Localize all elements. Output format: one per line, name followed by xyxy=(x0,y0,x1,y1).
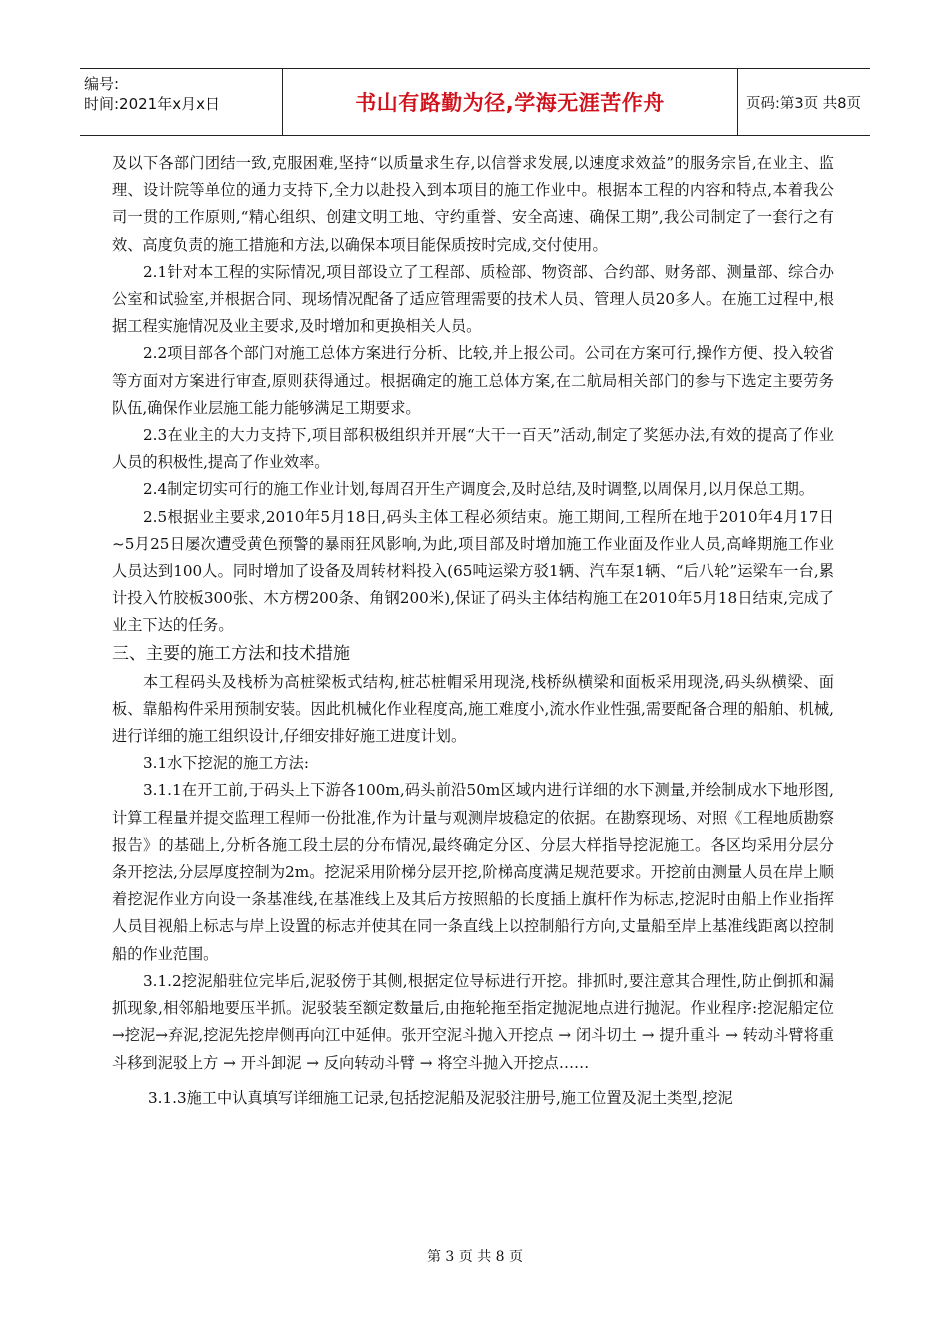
paragraph: 及以下各部门团结一致,克服困难,坚持“以质量求生存,以信誉求发展,以速度求效益”的服务宗旨,在业主、监理、设计院等单位的通力支持下,全力以赴投入到本项目的施工作业中。根据本工程的内容和特点,本着我公司一贯的工作原则,“精心组织、创建文明工地、守约重誉、安全高速、确保工期”,我公司制定了一套行之有效、高度负责的施工措施和方法,以确保本项目能保质按时完成,交付使用。 xyxy=(112,154,834,254)
header-motto: 书山有路勤为径,学海无涯苦作舟 xyxy=(283,69,738,135)
paragraph: 本工程码头及栈桥为高桩梁板式结构,桩芯桩帽采用现浇,栈桥纵横梁和面板采用现浇,码头纵横梁、面板、靠船构件采用预制安装。因此机械化作业程度高,施工难度小,流水作业性强,需要配备合理的船舶、机械,进行详细的施工组织设计,仔细安排好施工进度计划。 xyxy=(112,672,834,746)
paragraph: 3.1.3施工中认真填写详细施工记录,包括挖泥船及泥驳注册号,施工位置及泥土类型,挖泥 xyxy=(148,1088,733,1107)
document-body xyxy=(112,150,834,1112)
paragraph: 2.3在业主的大力支持下,项目部积极组织并开展“大干一百天”活动,制定了奖惩办法,有效的提高了作业人员的积极性,提高了作业效率。 xyxy=(112,426,834,472)
page-header xyxy=(80,68,870,136)
paragraph: 2.5根据业主要求,2010年5月18日,码头主体工程必须结束。施工期间,工程所在地于2010年4月17日~5月25日屡次遭受黄色预警的暴雨狂风影响,为此,项目部及时增加施工作业面及作业人员,高峰期施工作业人员达到100人。同时增加了设备及周转材料投入(65吨运梁方驳1辆、汽车泵1辆、“后八轮”运梁车一台,累计投入竹胶板300张、木方楞200条、角钢200米),保证了码头主体结构施工在2010年5月18日结束,完成了业主下达的任务。 xyxy=(112,507,834,635)
paragraph: 2.1针对本工程的实际情况,项目部设立了工程部、质检部、物资部、合约部、财务部、测量部、综合办公室和试验室,并根据合同、现场情况配备了适应管理需要的技术人员、管理人员20多人。在施工过程中,根据工程实施情况及业主要求,及时增加和更换相关人员。 xyxy=(112,262,834,336)
paragraph: 3.1.1在开工前,于码头上下游各100m,码头前沿50m区域内进行详细的水下测量,并绘制成水下地形图,计算工程量并提交监理工程师一份批准,作为计量与观测岸坡稳定的依据。在勘察现场、对照《工程地质勘察报告》的基础上,分析各施工段土层的分布情况,最终确定分区、分层大样指导挖泥施工。各区均采用分层分条开挖法,分层厚度控制为2m。挖泥采用阶梯分层开挖,阶梯高度满足规范要求。开挖前由测量人员在岸上顺着挖泥作业方向设一条基准线,在基准线上及其后方按照船的长度插上旗杆作为标志,挖泥时由船上作业指挥人员目视船上标志与岸上设置的标志并使其在同一条直线上以控制船行方向,丈量船至岸上基准线距离以控制船的作业范围。 xyxy=(112,781,834,963)
paragraph: 2.2项目部各个部门对施工总体方案进行分析、比较,并上报公司。公司在方案可行,操作方便、投入较省等方面对方案进行审查,原则获得通过。根据确定的施工总体方案,在二航局相关部门的参与下选定主要劳务队伍,确保作业层施工能力能够满足工期要求。 xyxy=(112,344,834,417)
document-date-label: 时间:2021年x月x日 xyxy=(84,95,220,113)
section-heading: 三、主要的施工方法和技术措施 xyxy=(112,643,350,664)
header-info-cell xyxy=(80,69,283,135)
paragraph: 2.4制定切实可行的施工作业计划,每周召开生产调度会,及时总结,及时调整,以周保月,以月保总工期。 xyxy=(143,480,814,499)
page-footer: 第 3 页 共 8 页 xyxy=(426,1249,524,1265)
header-page-info: 页码:第3页 共8页 xyxy=(746,95,861,112)
paragraph: 3.1水下挖泥的施工方法: xyxy=(143,754,309,773)
paragraph: 3.1.2挖泥船驻位完毕后,泥驳傍于其侧,根据定位导标进行开挖。排抓时,要注意其合理性,防止倒抓和漏抓现象,相邻船地要压半抓。泥驳装至额定数量后,由拖轮拖至指定抛泥地点进行抛泥。作业程序:挖泥船定位→挖泥→弃泥,挖泥先挖岸侧再向江中延伸。张开空泥斗抛入开挖点 → 闭斗切土 → 提升重斗 → 转动斗臂将重斗移到泥驳上方 → 开斗卸泥 → 反向转动斗臂 → 将空斗抛入开挖点…… xyxy=(112,971,834,1072)
document-number-label: 编号: xyxy=(84,75,120,93)
